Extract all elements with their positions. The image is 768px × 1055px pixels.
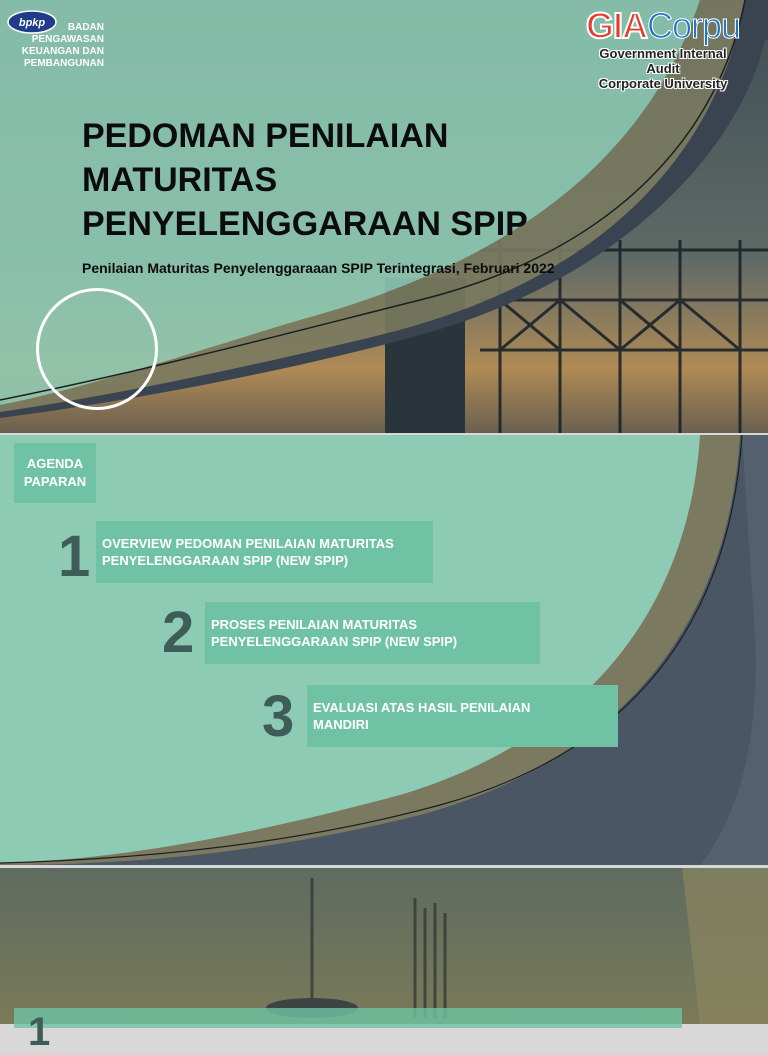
agenda-slide — [0, 435, 768, 865]
bpkp-logo-text: bpkp — [18, 17, 46, 29]
title-line: MATURITAS — [82, 161, 278, 199]
slide3-background — [0, 868, 768, 1024]
page-title — [82, 114, 642, 246]
agenda-item-bar — [14, 1008, 682, 1028]
decorative-circle — [36, 288, 158, 410]
tagline-line: Corporate University — [598, 76, 728, 91]
title-line: PEDOMAN PENILAIAN — [82, 117, 449, 155]
org-line: BADAN — [67, 22, 104, 33]
agenda-number: 3 — [262, 684, 295, 749]
title-line: PENYELENGGARAAN SPIP — [82, 205, 528, 243]
agenda-number: 1 — [28, 1010, 51, 1054]
agenda-item[interactable] — [307, 685, 618, 747]
org-line: KEUANGAN DAN — [21, 46, 104, 57]
agenda-item-line: OVERVIEW PEDOMAN PENILAIAN MATURITAS — [102, 536, 394, 551]
agenda-item[interactable] — [205, 602, 540, 664]
gia-corpu-logo — [582, 5, 762, 91]
agenda-label-line: PAPARAN — [23, 474, 87, 489]
agenda-label-line: AGENDA — [26, 456, 84, 471]
agenda-item-line: PENYELENGGARAAN SPIP (NEW SPIP) — [211, 634, 458, 649]
org-line: PENGAWASAN — [31, 34, 104, 45]
agenda-item-line: PENYELENGGARAAN SPIP (NEW SPIP) — [102, 553, 349, 568]
agenda-item-line: EVALUASI ATAS HASIL PENILAIAN — [313, 700, 531, 715]
page-subtitle: Penilaian Maturitas Penyelenggaraaan SPIP Terintegrasi, Februari 2022 — [82, 260, 555, 276]
gia-corpu-wordmark — [586, 6, 740, 46]
agenda-number: 1 — [58, 524, 91, 589]
agenda-item[interactable] — [96, 521, 433, 583]
tagline-line: Government Internal Audit — [599, 46, 727, 76]
next-slide-preview — [0, 868, 768, 1054]
corpu-text: Corpu — [647, 5, 741, 46]
agenda-item-line: MANDIRI — [313, 717, 369, 732]
title-slide — [0, 0, 768, 433]
gia-corpu-tagline — [582, 46, 744, 91]
agenda-number: 2 — [162, 600, 195, 665]
agenda-item-line: PROSES PENILAIAN MATURITAS — [211, 617, 418, 632]
organization-name — [16, 22, 104, 70]
org-line: PEMBANGUNAN — [24, 58, 104, 69]
gia-text: GIA — [586, 5, 648, 46]
agenda-label — [14, 443, 96, 503]
